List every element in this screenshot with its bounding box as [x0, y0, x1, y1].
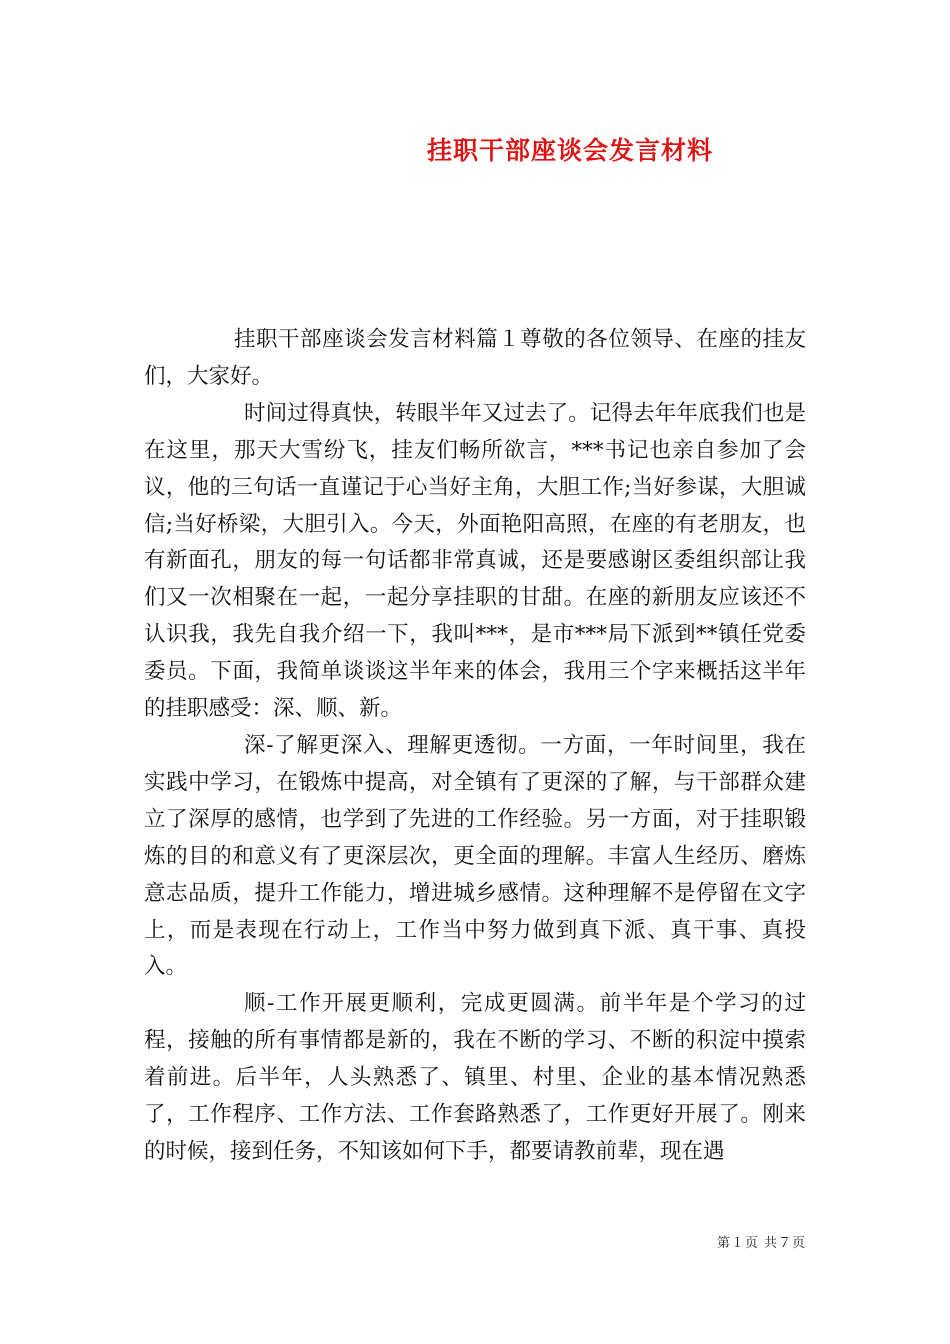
page-footer: [717, 1232, 806, 1251]
paragraph-4: 顺-工作开展更顺利，完成更圆满。前半年是个学习的过程，接触的所有事情都是新的，我在不断的学习、不断的积淀中摸索着前进。后半年，人头熟悉了、镇里、村里、企业的基本情况熟悉了，工作程序、工作方法、工作套路熟悉了，工作更好开展了。刚来的时候，接到任务，不知该如何下手，都要请教前辈，现在遇: [144, 991, 806, 1164]
paragraph-3: 深-了解更深入、理解更透彻。一方面，一年时间里，我在实践中学习，在锻炼中提高，对全镇有了更深的了解，与干部群众建立了深厚的感情，也学到了先进的工作经验。另一方面，对于挂职锻炼的目的和意义有了更深层次，更全面的理解。丰富人生经历、磨炼意志品质，提升工作能力，增进城乡感情。这种理解不是停留在文字上，而是表现在行动上，工作当中努力做到真下派、真干事、真投入。: [144, 732, 806, 980]
document-title: 挂职干部座谈会发言材料: [426, 136, 713, 165]
page-number-label: 第１页 共７页: [716, 1236, 806, 1251]
document-body: [144, 322, 806, 1171]
paragraph-1: 挂职干部座谈会发言材料篇１尊敬的各位领导、在座的挂友们，大家好。: [144, 327, 806, 389]
paragraph-2: 时间过得真快，转眼半年又过去了。记得去年年底我们也是在这里，那天大雪纷飞，挂友们畅所欲言，***书记也亲自参加了会议，他的三句话一直谨记于心当好主角，大胆工作;当好参谋，大胆诚信;当好桥梁，大胆引入。今天，外面艳阳高照，在座的有老朋友，也有新面孔，朋友的每一句话都非常真诚，还是要感谢区委组织部让我们又一次相聚在一起，一起分享挂职的甘甜。在座的新朋友应该还不认识我，我先自我介绍一下，我叫***，是市***局下派到**镇任党委委员。下面，我简单谈谈这半年来的体会，我用三个字来概括这半年的挂职感受：深、顺、新。: [144, 400, 806, 722]
